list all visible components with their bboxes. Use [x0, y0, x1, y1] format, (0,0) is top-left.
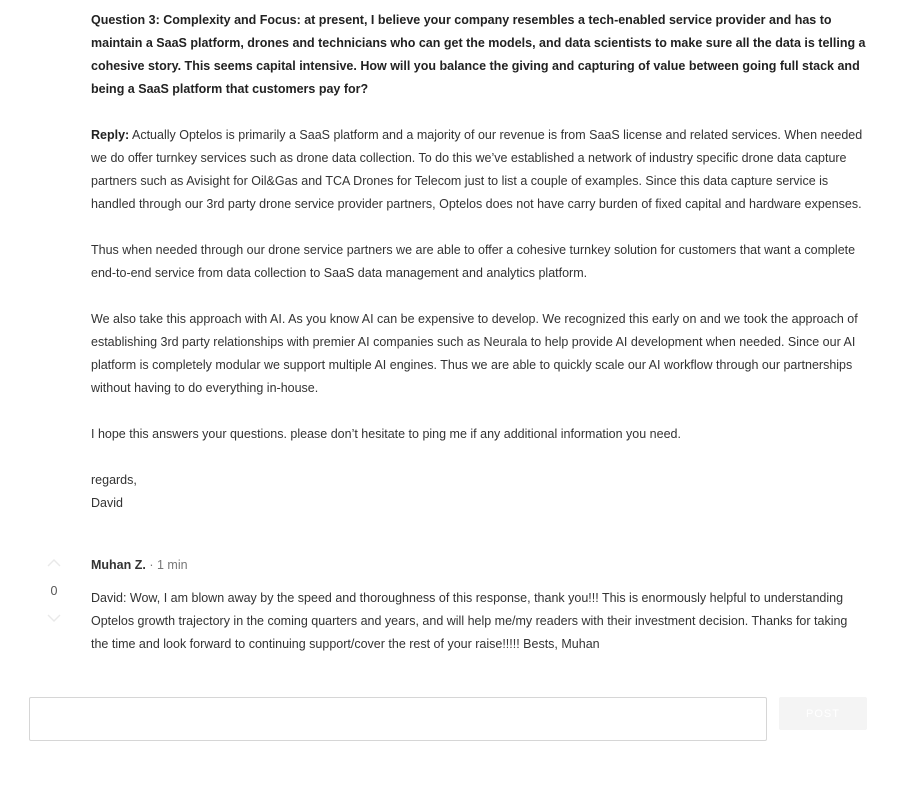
- comment-author[interactable]: Muhan Z.: [91, 558, 146, 572]
- reply-signature: David: [91, 496, 123, 510]
- reply-signoff: regards,: [91, 473, 137, 487]
- comment-separator: ·: [149, 558, 154, 572]
- reply-paragraph-3: We also take this approach with AI. As you know AI can be expensive to develop. We recognized this early on and we took the approach of establishing 3rd party relationships with premier AI companies such as Neurala to help provide AI development when needed. Since our AI platform is completely modular we support multiple AI engines. Thus we are able to quickly scale our AI workflow through our partnerships without having to do everything in-house.: [91, 312, 858, 395]
- question-text: Question 3: Complexity and Focus: at present, I believe your company resembles a tech-enabled service provider and has to maintain a SaaS platform, drones and technicians who can get the models, and data scientists to make sure all the data is telling a cohesive story. This seems capital intensive. How will you balance the giving and capturing of value between going full stack and being a SaaS platform that customers pay for?: [91, 13, 866, 96]
- reply-paragraph-1: [91, 124, 866, 216]
- comment-header: [91, 555, 188, 575]
- vote-widget: [40, 558, 68, 624]
- comment-timestamp: 1 min: [157, 558, 188, 572]
- vote-count: 0: [50, 584, 58, 598]
- reply-text: Actually Optelos is primarily a SaaS platform and a majority of our revenue is from SaaS license and related services. When needed we do offer turnkey services such as drone data collection. To do this we’ve established a network of industry specific drone data capture partners such as Avisight for Oil&Gas and TCA Drones for Telecom just to list a couple of examples. Since this data capture service is handled through our 3rd party drone service provider partners, Optelos does not have carry burden of fixed capital and hardware expenses.: [91, 128, 863, 211]
- downvote-chevron-down-icon[interactable]: [47, 614, 61, 623]
- reply-paragraph-2: Thus when needed through our drone service partners we are able to offer a cohesive turnkey solution for customers that want a complete end-to-end service from data collection to SaaS data management and analytics platform.: [91, 243, 856, 280]
- comment-input[interactable]: [29, 697, 767, 741]
- reply-label: Reply:: [91, 128, 130, 142]
- upvote-chevron-up-icon[interactable]: [47, 558, 61, 567]
- comment-body: David: Wow, I am blown away by the speed and thoroughness of this response, thank you!!! This is enormously helpful to understanding Optelos growth trajectory in the coming quarters and years, and will help me/my readers with their investment decision. Thanks for taking the time and look forward to continuing support/cover the rest of your raise!!!!! Bests, Muhan: [91, 591, 848, 651]
- reply-paragraph-4: I hope this answers your questions. please don’t hesitate to ping me if any additional information you need.: [91, 427, 681, 441]
- reply-message: [91, 9, 866, 515]
- post-button[interactable]: POST: [779, 697, 867, 730]
